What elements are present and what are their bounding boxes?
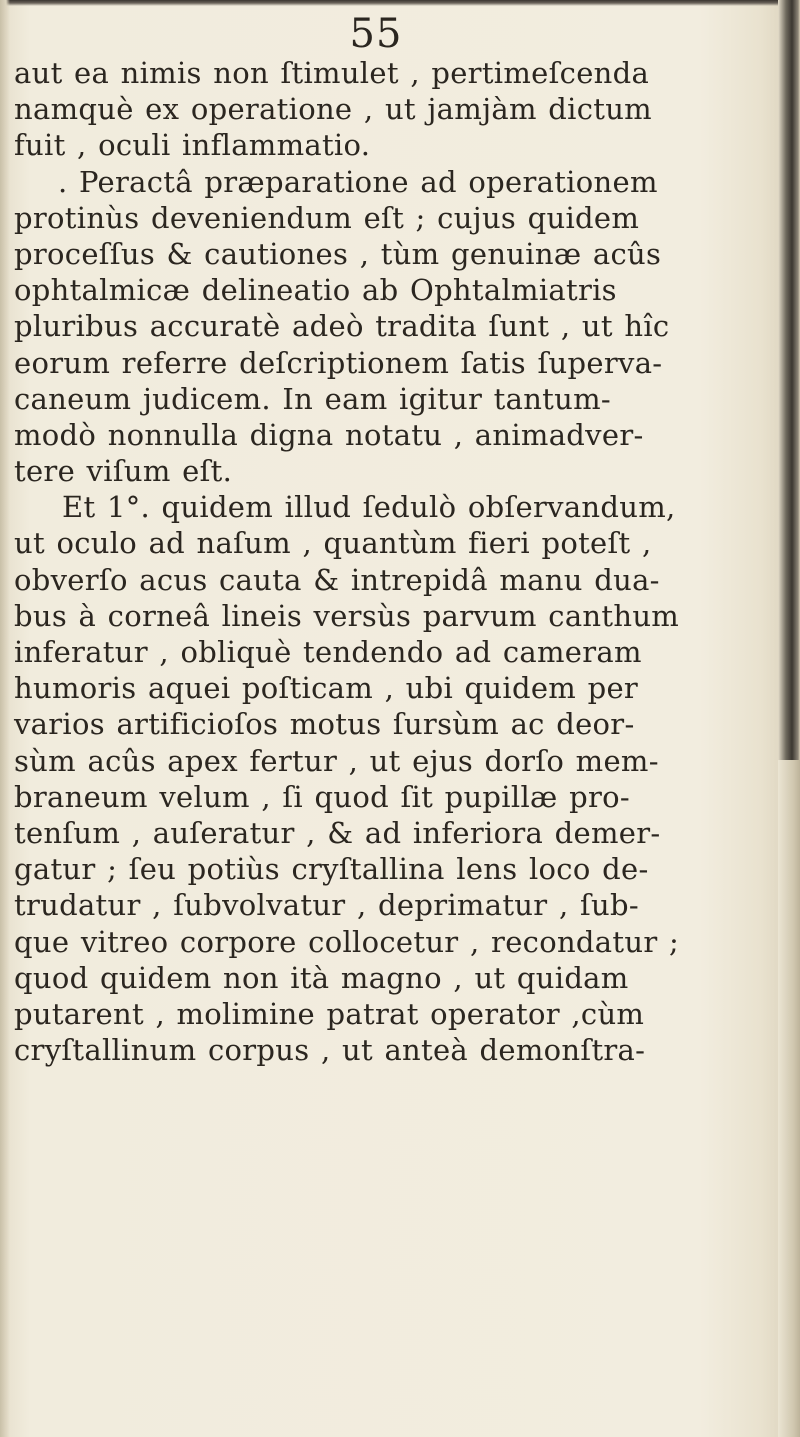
text-line-7: ophtalmicæ delineatio ab Ophtalmiatris <box>14 273 617 308</box>
text-line-23: gatur ; ſeu potiùs cryſtallina lens loco de- <box>14 852 649 887</box>
text-line-17: inferatur , obliquè tendendo ad cameram <box>14 635 642 669</box>
text-line-28: cryſtallinum corpus , ut anteà demonſtra- <box>14 1033 646 1068</box>
page-left-edge <box>0 0 10 1437</box>
text-line-27: putarent , molimine patrat operator ,cùm <box>14 996 645 1031</box>
text-line-9: eorum referre deſcriptionem ſatis ſuperva- <box>14 345 663 380</box>
text-line-16: bus à corneâ lineis versùs parvum canthum <box>14 598 680 633</box>
text-line-24: trudatur , ſubvolvatur , deprimatur , ſub- <box>14 888 639 923</box>
page-number: 55 <box>349 11 403 57</box>
text-line-21: braneum velum , ſi quod ſit pupillæ pro- <box>14 779 630 814</box>
text-line-12: tere viſum eſt. <box>14 454 233 489</box>
book-spine-shadow <box>778 0 800 760</box>
page-top-edge <box>0 0 800 6</box>
text-line-6: proceſſus & cautiones , tùm genuinæ acûs <box>14 236 662 271</box>
text-line-8: pluribus accuratè adeò tradita ſunt , ut hîc <box>14 309 670 344</box>
text-line-10: caneum judicem. In eam igitur tantum- <box>14 381 612 416</box>
text-line-1: aut ea nimis non ſtimulet , pertimeſcenda <box>14 56 650 90</box>
text-line-19: varios artificioſos motus ſursùm ac deor- <box>14 707 635 742</box>
text-line-26: quod quidem non ità magno , ut quidam <box>14 960 629 995</box>
text-line-18: humoris aquei poſticam , ubi quidem per <box>14 671 639 706</box>
text-line-5: protinùs deveniendum eſt ; cujus quidem <box>14 200 640 235</box>
text-line-22: tenſum , auſeratur , & ad inferiora demer- <box>14 815 661 850</box>
text-line-4: . Peractâ præparatione ad operationem <box>58 164 658 199</box>
text-line-2: namquè ex operatione , ut jamjàm dictum <box>14 92 652 127</box>
book-spine-lower <box>778 760 800 1437</box>
text-line-3: fuit , oculi inflammatio. <box>14 128 371 163</box>
text-line-15: obverſo acus cauta & intrepidâ manu dua- <box>14 562 660 597</box>
text-line-14: ut oculo ad naſum , quantùm fieri poteſt , <box>14 526 652 561</box>
body-text <box>14 55 774 1068</box>
text-line-13: Et 1°. quidem illud ſedulò obſervandum, <box>62 490 676 525</box>
text-line-20: sùm acûs apex fertur , ut ejus dorſo mem- <box>14 743 659 778</box>
text-line-11: modò nonnulla digna notatu , animadver- <box>14 417 644 452</box>
text-line-25: que vitreo corpore collocetur , recondatur ; <box>14 924 680 959</box>
